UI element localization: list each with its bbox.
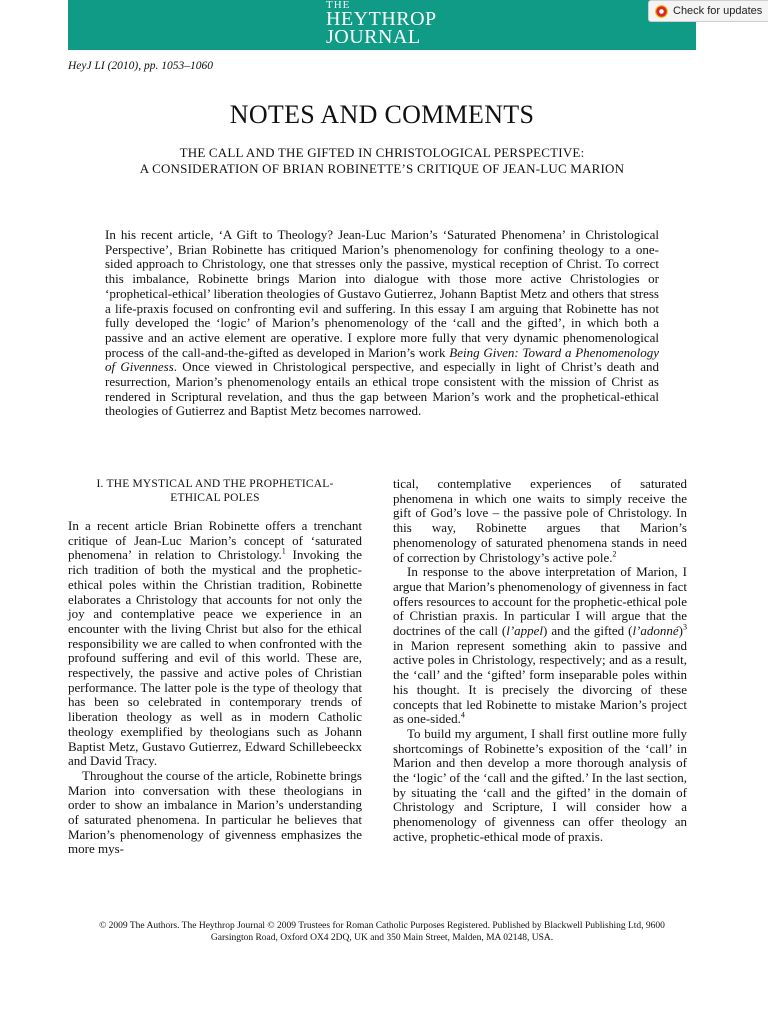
term-adonne: l’adonné (632, 623, 679, 639)
left-p1-text-b: Invoking the rich tradition of both the mystical and the prophetic-ethical poles within the Christian tradition, Robinette elaborates a Christology that accounts for not only the joy and contemplative peace we experience in an encounter with the living Christ but also for the ethical responsibility we are called to when confronted with the profound suffering and evil of this world. These are, respectively, the passive and active poles of Christian performance. The latter pole is the type of theology that has been so celebrated in contemporary trends of liberation theology as well as in modern Catholic theology exemplified by theologians such as Johann Baptist Metz, Gustavo Gutierrez, Edward Schillebeeckx and David Tracy. (68, 547, 363, 769)
article-title-line2: A CONSIDERATION OF BRIAN ROBINETTE’S CRITIQUE OF JEAN-LUC MARION (139, 161, 625, 176)
footer-line1: © 2009 The Authors. The Heythrop Journal © 2009 Trustees for Roman Catholic Purposes Registered. Published by Blackwell Publishing Ltd, 9600 (99, 921, 665, 931)
section-1-heading (68, 477, 362, 505)
section-1-heading-line1: I. THE MYSTICAL AND THE PROPHETICAL- (96, 478, 334, 490)
footnote-ref-3[interactable]: 3 (683, 622, 687, 632)
check-for-updates-button[interactable] (648, 0, 768, 22)
crossmark-icon (655, 5, 668, 18)
right-p2-text-b: ) and the gifted ( (543, 623, 633, 639)
abstract-book-title: Being Given: Toward a Phenomenology of Givenness (105, 344, 659, 375)
term-appel: l’appel (506, 623, 544, 639)
abstract (105, 228, 659, 419)
right-p2-text-a: In response to the above interpretation of Marion, I argue that Marion’s phenomenology of givenness in fact offers resources to account for the prophetic-ethical pole of Christian praxis. In particular I will argue that the doctrines of the call ( (393, 564, 687, 639)
masthead-heythrop: HEYTHROP (326, 8, 437, 30)
section-1-heading-line2: ETHICAL POLES (170, 492, 260, 504)
section-heading: NOTES AND COMMENTS (229, 100, 535, 129)
footer-line2: Garsington Road, Oxford OX4 2DQ, UK and 350 Main Street, Malden, MA 02148, USA. (210, 933, 554, 943)
article-title (68, 145, 696, 177)
article-title-line1: THE CALL AND THE GIFTED IN CHRISTOLOGICAL PERSPECTIVE: (179, 145, 585, 160)
right-p2-text-c: in Marion represent something akin to passive and active poles in Christology, respectively; and as a result, the ‘call’ and the ‘gifted’ form inseparable poles within his thought. It is precisely the divorcing of these concepts that led Robinette to mistake Marion’s project as one-sided. (393, 637, 687, 727)
right-column (393, 477, 687, 845)
journal-citation: HeyJ LI (2010), pp. 1053–1060 (68, 60, 214, 72)
footnote-ref-1[interactable]: 1 (281, 547, 286, 557)
footnote-ref-2[interactable]: 2 (612, 549, 617, 559)
left-p1-text-a: In a recent article Brian Robinette offers a trenchant critique of Jean-Luc Marion’s concept of ‘saturated phenomena’ in relation to Christology. (68, 518, 362, 563)
abstract-text-2: . Once viewed in Christological perspective, and especially in light of Christ’s death and resurrection, Marion’s phenomenology entails an ethical trope consistent with the mission of Christ as rendered in Scriptural revelation, and thus the gap between Marion’s work and the prophetical-ethical theologies of Gutierrez and Baptist Metz becomes narrowed. (105, 359, 659, 419)
left-paragraph-2: Throughout the course of the article, Robinette brings Marion into conversation with these theologians in order to show an imbalance in Marion’s understanding of saturated phenomena. In particular he believes that Marion’s phenomenology of givenness emphasizes the more mys- (68, 767, 362, 857)
right-paragraph-1 (393, 477, 687, 565)
right-paragraph-3: To build my argument, I shall first outline more fully shortcomings of Robinette’s exposition of the ‘call’ in Marion and then develop a more thorough analysis of the ‘logic’ of the ‘call and the gifted.’ In the last section, by situating the ‘call and the gifted’ in the domain of Christology and Scripture, I will consider how a phenomenology of givenness can offer theology an active, prophetic-ethical mode of praxis. (393, 725, 687, 844)
right-paragraph-2: In response to the above interpretation of Marion, I argue that Marion’s phenomenology of givenness in fact offers resources to account for the prophetic-ethical pole of Christian praxis. In particular I will argue that the doctrines of the call (l’appel) and the gifted (l’adonné)$^3$ in Marion represent something akin to passive and active poles in Christology, respectively; and as a result, the ‘call’ and the ‘gifted’ form inseparable poles within his thought. It is precisely the divorcing of these concepts that led Robinette to mistake Marion’s project as one-sided.$^4$ (393, 564, 687, 727)
abstract-text-1: In his recent article, ‘A Gift to Theology? Jean-Luc Marion’s ‘Saturated Phenomena’ in Christological Perspective’, Brian Robinette has critiqued Marion’s phenomenology for confining theology to a one-sided approach to Christology, one that stresses only the passive, mystical reception of Christ. To correct this imbalance, Robinette brings Marion into dialogue with those more active Christologies or ‘prophetical-ethical’ liberation theologies of Gustavo Gutierrez, Johann Baptist Metz and others that stress a life-praxis focused on confronting evil and suffering. In this essay I am arguing that Robinette has not fully developed the ‘logic’ of Marion’s phenomenology of the ‘call and the gifted’, in which both a passive and an active element are operative. I explore more fully that very dynamic phenomenological process of the call-and-the-gifted as developed in Marion’s work (105, 227, 659, 360)
masthead-the: THE (326, 0, 351, 11)
masthead-journal: JOURNAL (326, 26, 421, 48)
left-column (68, 477, 362, 857)
left-paragraph-1 (68, 519, 362, 769)
check-for-updates-label: Check for updates (673, 5, 763, 17)
footnote-ref-4[interactable]: 4 (460, 710, 465, 720)
copyright-footer (68, 920, 696, 944)
right-p1-text: tical, contemplative experiences of saturated phenomena in which one waits to simply receive the gift of God’s love – the passive pole of Christology. In this way, Robinette argues that Marion’s phenomenology of saturated phenomena stands in need of correction by Christology’s active pole. (393, 476, 687, 565)
